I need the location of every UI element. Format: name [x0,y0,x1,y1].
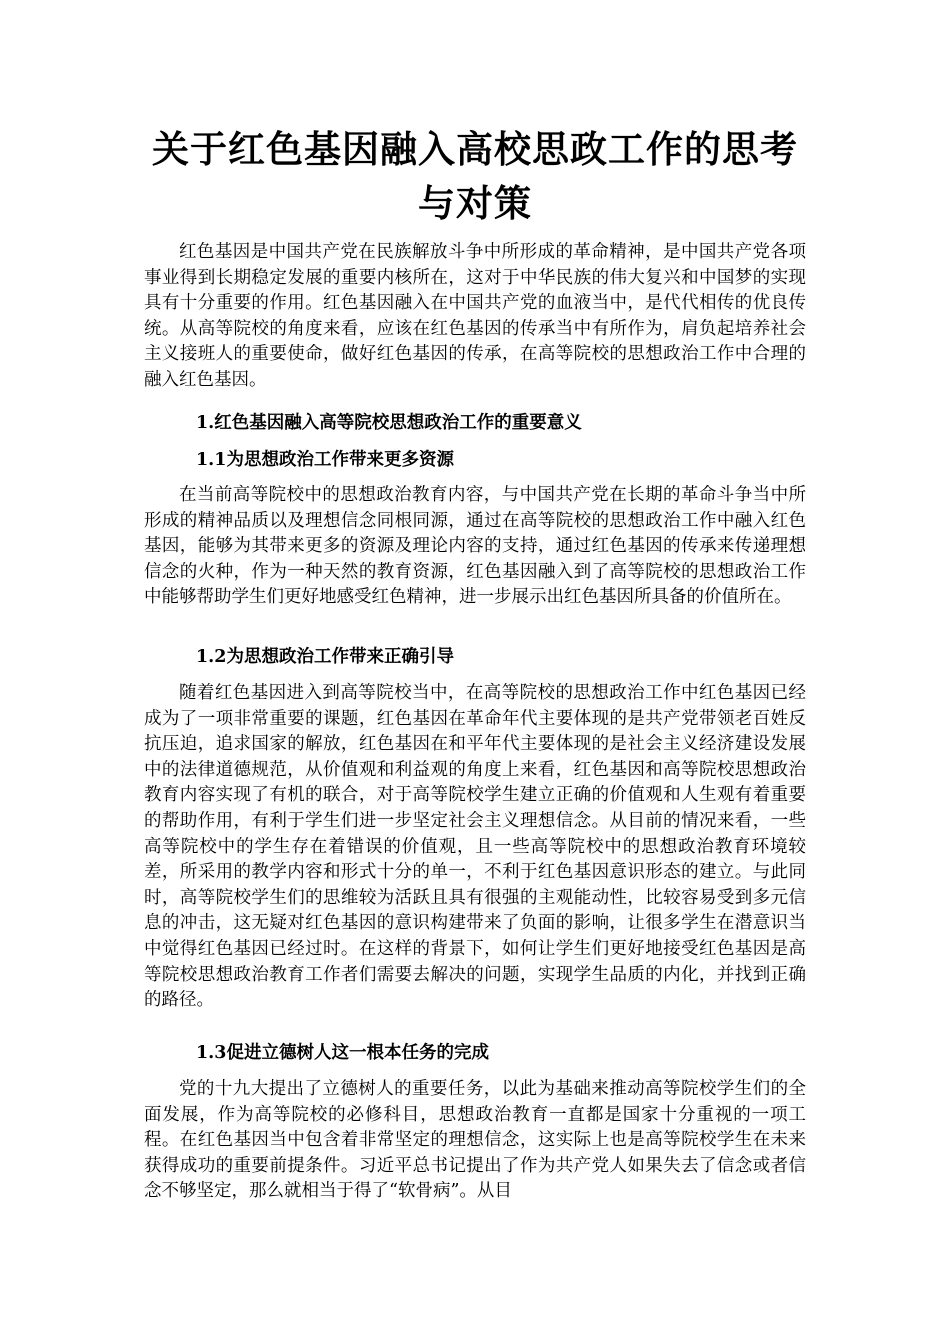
intro-paragraph: 红色基因是中国共产党在民族解放斗争中所形成的革命精神，是中国共产党各项事业得到长期稳定发展的重要内核所在，这对于中华民族的伟大复兴和中国梦的实现具有十分重要的作用。红色基因融入在中国共产党的血液当中，是代代相传的优良传统。从高等院校的角度来看，应该在红色基因的传承当中有所作为，肩负起培养社会主义接班人的重要使命，做好红色基因的传承，在高等院校的思想政治工作中合理的融入红色基因。 [144,242,806,390]
subsection-paragraph-1-1: 在当前高等院校中的思想政治教育内容，与中国共产党在长期的革命斗争当中所形成的精神品质以及理想信念同根同源，通过在高等院校的思想政治工作中融入红色基因，能够为其带来更多的资源及理论内容的支持，通过红色基因的传承来传递理想信念的火种，作为一种天然的教育资源，红色基因融入到了高等院校的思想政治工作中能够帮助学生们更好地感受红色精神，进一步展示出红色基因所具备的价值所在。 [144,485,806,608]
page-title: 关于红色基因融入高校思政工作的思考与对策 [152,127,798,225]
subsection-paragraph-1-2: 随着红色基因进入到高等院校当中，在高等院校的思想政治工作中红色基因已经成为了一项非常重要的课题，红色基因在革命年代主要体现的是共产党带领老百姓反抗压迫，追求国家的解放，红色基因在和平年代主要体现的是社会主义经济建设发展中的法律道德规范，从价值观和利益观的角度上来看，红色基因和高等院校思想政治教育内容实现了有机的联合，对于高等院校学生建立正确的价值观和人生观有着重要的帮助作用，有利于学生们进一步坚定社会主义理想信念。从目前的情况来看，一些高等院校中的学生存在着错误的价值观，且一些高等院校中的思想政治教育环境较差，所采用的教学内容和形式十分的单一，不利于红色基因意识形态的建立。与此同时，高等院校学生们的思维较为活跃且具有很强的主观能动性，比较容易受到多元信息的冲击，这无疑对红色基因的意识构建带来了负面的影响，让很多学生在潜意识当中觉得红色基因已经过时。在这样的背景下，如何让学生们更好地接受红色基因是高等院校思想政治教育工作者们需要去解决的问题，实现学生品质的内化，并找到正确的路径。 [144,683,806,1011]
section-heading-1: 1.红色基因融入高等院校思想政治工作的重要意义 [196,413,582,433]
subsection-heading-1-3: 1.3促进立德树人这一根本任务的完成 [196,1043,489,1063]
subsection-heading-1-1: 1.1为思想政治工作带来更多资源 [196,450,454,470]
subsection-paragraph-1-3: 党的十九大提出了立德树人的重要任务，以此为基础来推动高等院校学生们的全面发展，作为高等院校的必修科目，思想政治教育一直都是国家十分重视的一项工程。在红色基因当中包含着非常坚定的理想信念，这实际上也是高等院校学生在未来获得成功的重要前提条件。习近平总书记提出了作为共产党人如果失去了信念或者信念不够坚定，那么就相当于得了“软骨病”。从目 [144,1079,806,1202]
subsection-heading-1-2: 1.2为思想政治工作带来正确引导 [196,647,454,667]
